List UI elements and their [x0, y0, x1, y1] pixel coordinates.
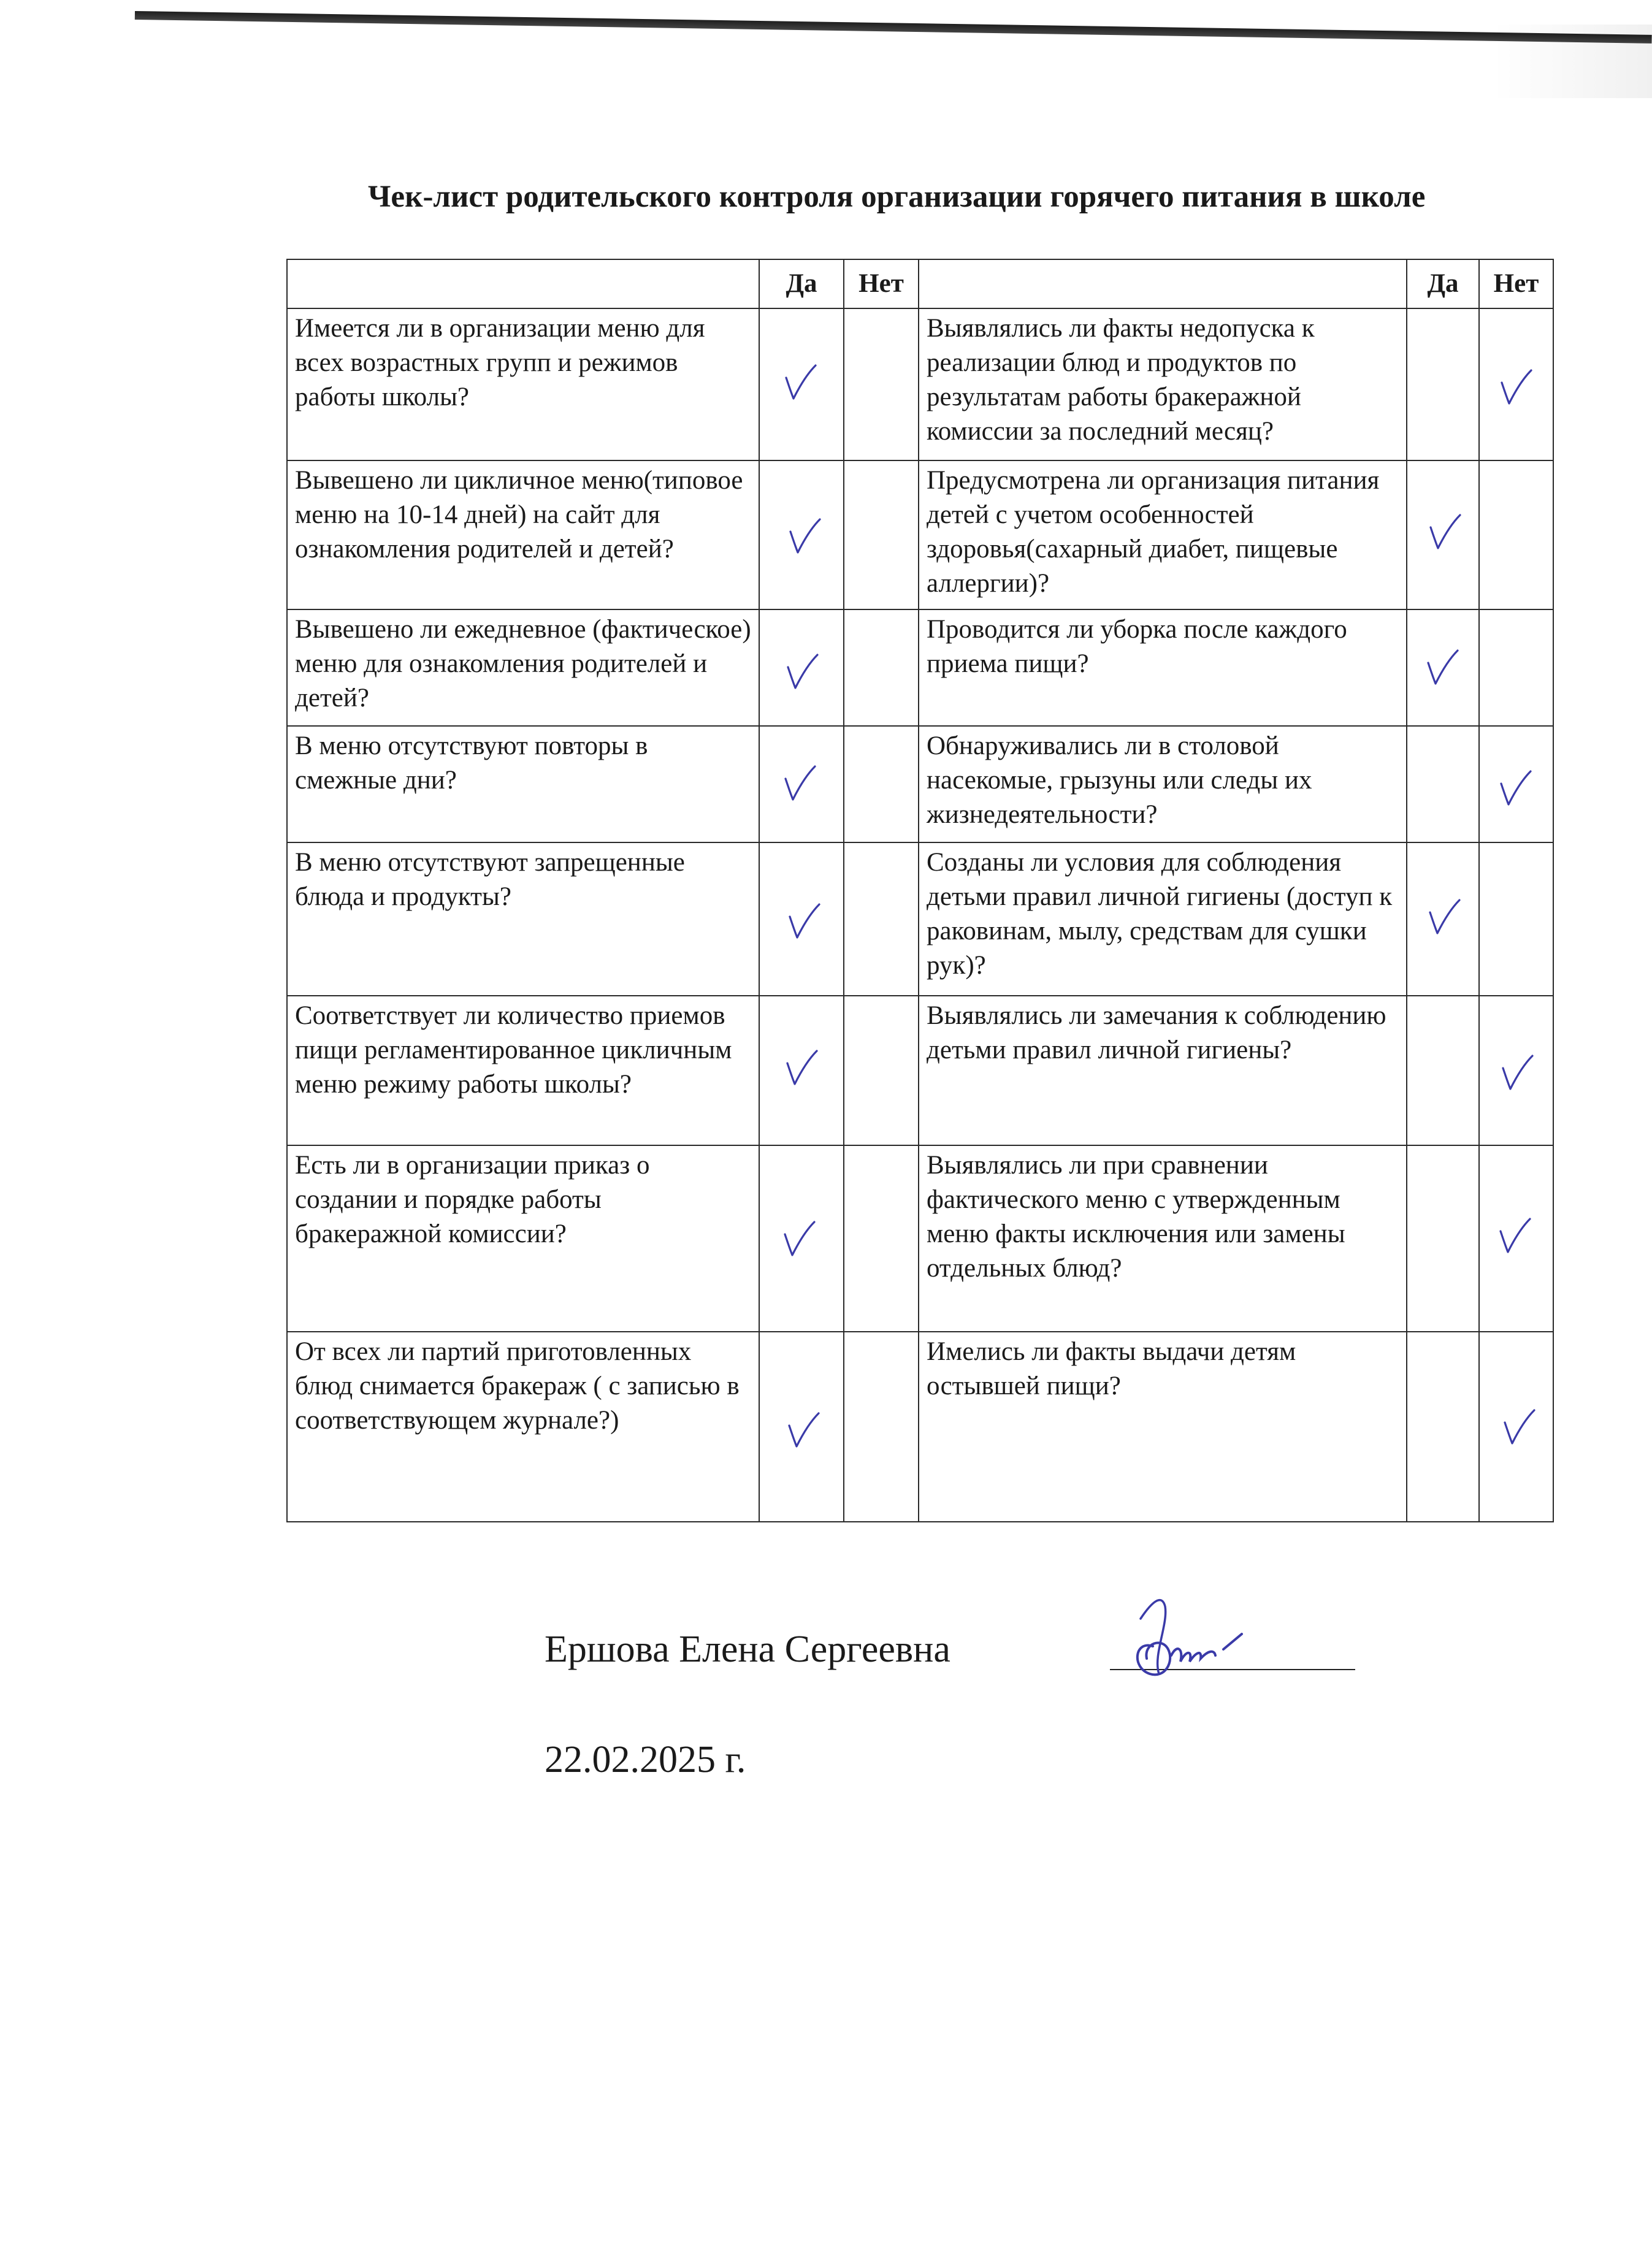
answer-no-left	[844, 842, 919, 996]
table-row	[287, 726, 1553, 842]
answer-no-left	[844, 308, 919, 460]
answer-no-left	[844, 726, 919, 842]
table-row	[287, 996, 1553, 1145]
table-row	[287, 1145, 1553, 1332]
answer-yes-left	[759, 1145, 844, 1332]
header-no-right: Нет	[1479, 259, 1553, 308]
answer-yes-right	[1407, 1332, 1479, 1522]
handwritten-signature	[1116, 1582, 1275, 1698]
handwritten-check-icon	[1426, 511, 1464, 552]
answer-yes-right	[1407, 609, 1479, 726]
answer-no-right	[1479, 842, 1553, 996]
handwritten-check-icon	[1423, 647, 1461, 687]
answer-no-right	[1479, 1332, 1553, 1522]
question-left: Соответствует ли количество приемов пищи регламентированное цикличным меню режиму работы школы?	[287, 996, 759, 1145]
answer-yes-right	[1407, 726, 1479, 842]
answer-yes-right	[1407, 1145, 1479, 1332]
handwritten-check-icon	[1497, 367, 1535, 407]
question-left: Имеется ли в организации меню для всех возрастных групп и режимов работы школы?	[287, 308, 759, 460]
header-question-left	[287, 259, 759, 308]
question-left: Вывешено ли ежедневное (фактическое) меню для ознакомления родителей и детей?	[287, 609, 759, 726]
question-right: Проводится ли уборка после каждого приема пищи?	[919, 609, 1407, 726]
table-row	[287, 842, 1553, 996]
answer-yes-left	[759, 308, 844, 460]
answer-no-left	[844, 996, 919, 1145]
question-right: Выявлялись ли факты недопуска к реализации блюд и продуктов по результатам работы бракеражной комиссии за последний месяц?	[919, 308, 1407, 460]
handwritten-check-icon	[1500, 1407, 1538, 1447]
handwritten-check-icon	[785, 901, 823, 941]
answer-yes-left	[759, 609, 844, 726]
question-left: В меню отсутствуют запрещенные блюда и продукты?	[287, 842, 759, 996]
handwritten-check-icon	[782, 1047, 820, 1088]
question-right: Обнаруживались ли в столовой насекомые, грызуны или следы их жизнедеятельности?	[919, 726, 1407, 842]
answer-yes-left	[759, 460, 844, 609]
handwritten-check-icon	[784, 1410, 822, 1450]
answer-yes-right	[1407, 460, 1479, 609]
checklist-body	[287, 308, 1553, 1522]
answer-no-left	[844, 460, 919, 609]
answer-no-right	[1479, 460, 1553, 609]
answer-no-right	[1479, 308, 1553, 460]
header-yes-left: Да	[759, 259, 844, 308]
handwritten-check-icon	[781, 362, 819, 402]
handwritten-check-icon	[1496, 1215, 1534, 1256]
question-left: В меню отсутствуют повторы в смежные дни?	[287, 726, 759, 842]
table-row	[287, 609, 1553, 726]
question-left: Есть ли в организации приказ о создании и порядке работы бракеражной комиссии?	[287, 1145, 759, 1332]
header-no-left: Нет	[844, 259, 919, 308]
answer-no-right	[1479, 996, 1553, 1145]
question-left: От всех ли партий приготовленных блюд снимается бракераж ( с записью в соответствующем журнале?)	[287, 1332, 759, 1522]
table-row	[287, 308, 1553, 460]
header-yes-right: Да	[1407, 259, 1479, 308]
table-header-row	[287, 259, 1553, 308]
signature-date: 22.02.2025 г.	[545, 1739, 746, 1781]
scan-shadow	[1493, 25, 1652, 98]
handwritten-check-icon	[783, 651, 821, 692]
scan-edge	[135, 11, 1652, 44]
page-title: Чек-лист родительского контроля организации горячего питания в школе	[368, 180, 1426, 214]
answer-no-right	[1479, 726, 1553, 842]
table-row	[287, 1332, 1553, 1522]
handwritten-check-icon	[1425, 896, 1463, 937]
answer-yes-left	[759, 1332, 844, 1522]
answer-no-left	[844, 1145, 919, 1332]
question-right: Имелись ли факты выдачи детям остывшей пищи?	[919, 1332, 1407, 1522]
signer-name: Ершова Елена Сергеевна	[545, 1628, 950, 1670]
answer-yes-right	[1407, 308, 1479, 460]
handwritten-check-icon	[781, 763, 819, 803]
answer-no-left	[844, 1332, 919, 1522]
answer-no-right	[1479, 609, 1553, 726]
question-right: Предусмотрена ли организация питания детей с учетом особенностей здоровья(сахарный диабет, пищевые аллергии)?	[919, 460, 1407, 609]
handwritten-check-icon	[1496, 768, 1534, 808]
handwritten-check-icon	[786, 516, 824, 556]
table-row	[287, 460, 1553, 609]
answer-no-right	[1479, 1145, 1553, 1332]
answer-yes-right	[1407, 996, 1479, 1145]
question-left: Вывешено ли цикличное меню(типовое меню на 10-14 дней) на сайт для ознакомления родителей и детей?	[287, 460, 759, 609]
answer-yes-left	[759, 842, 844, 996]
answer-yes-left	[759, 996, 844, 1145]
question-right: Созданы ли условия для соблюдения детьми правил личной гигиены (доступ к раковинам, мылу, средствам для сушки рук)?	[919, 842, 1407, 996]
handwritten-check-icon	[780, 1218, 818, 1259]
question-right: Выявлялись ли при сравнении фактического меню с утвержденным меню факты исключения или замены отдельных блюд?	[919, 1145, 1407, 1332]
question-right: Выявлялись ли замечания к соблюдению детьми правил личной гигиены?	[919, 996, 1407, 1145]
handwritten-check-icon	[1498, 1052, 1536, 1093]
answer-no-left	[844, 609, 919, 726]
header-question-right	[919, 259, 1407, 308]
answer-yes-right	[1407, 842, 1479, 996]
checklist-table	[286, 259, 1554, 1522]
answer-yes-left	[759, 726, 844, 842]
